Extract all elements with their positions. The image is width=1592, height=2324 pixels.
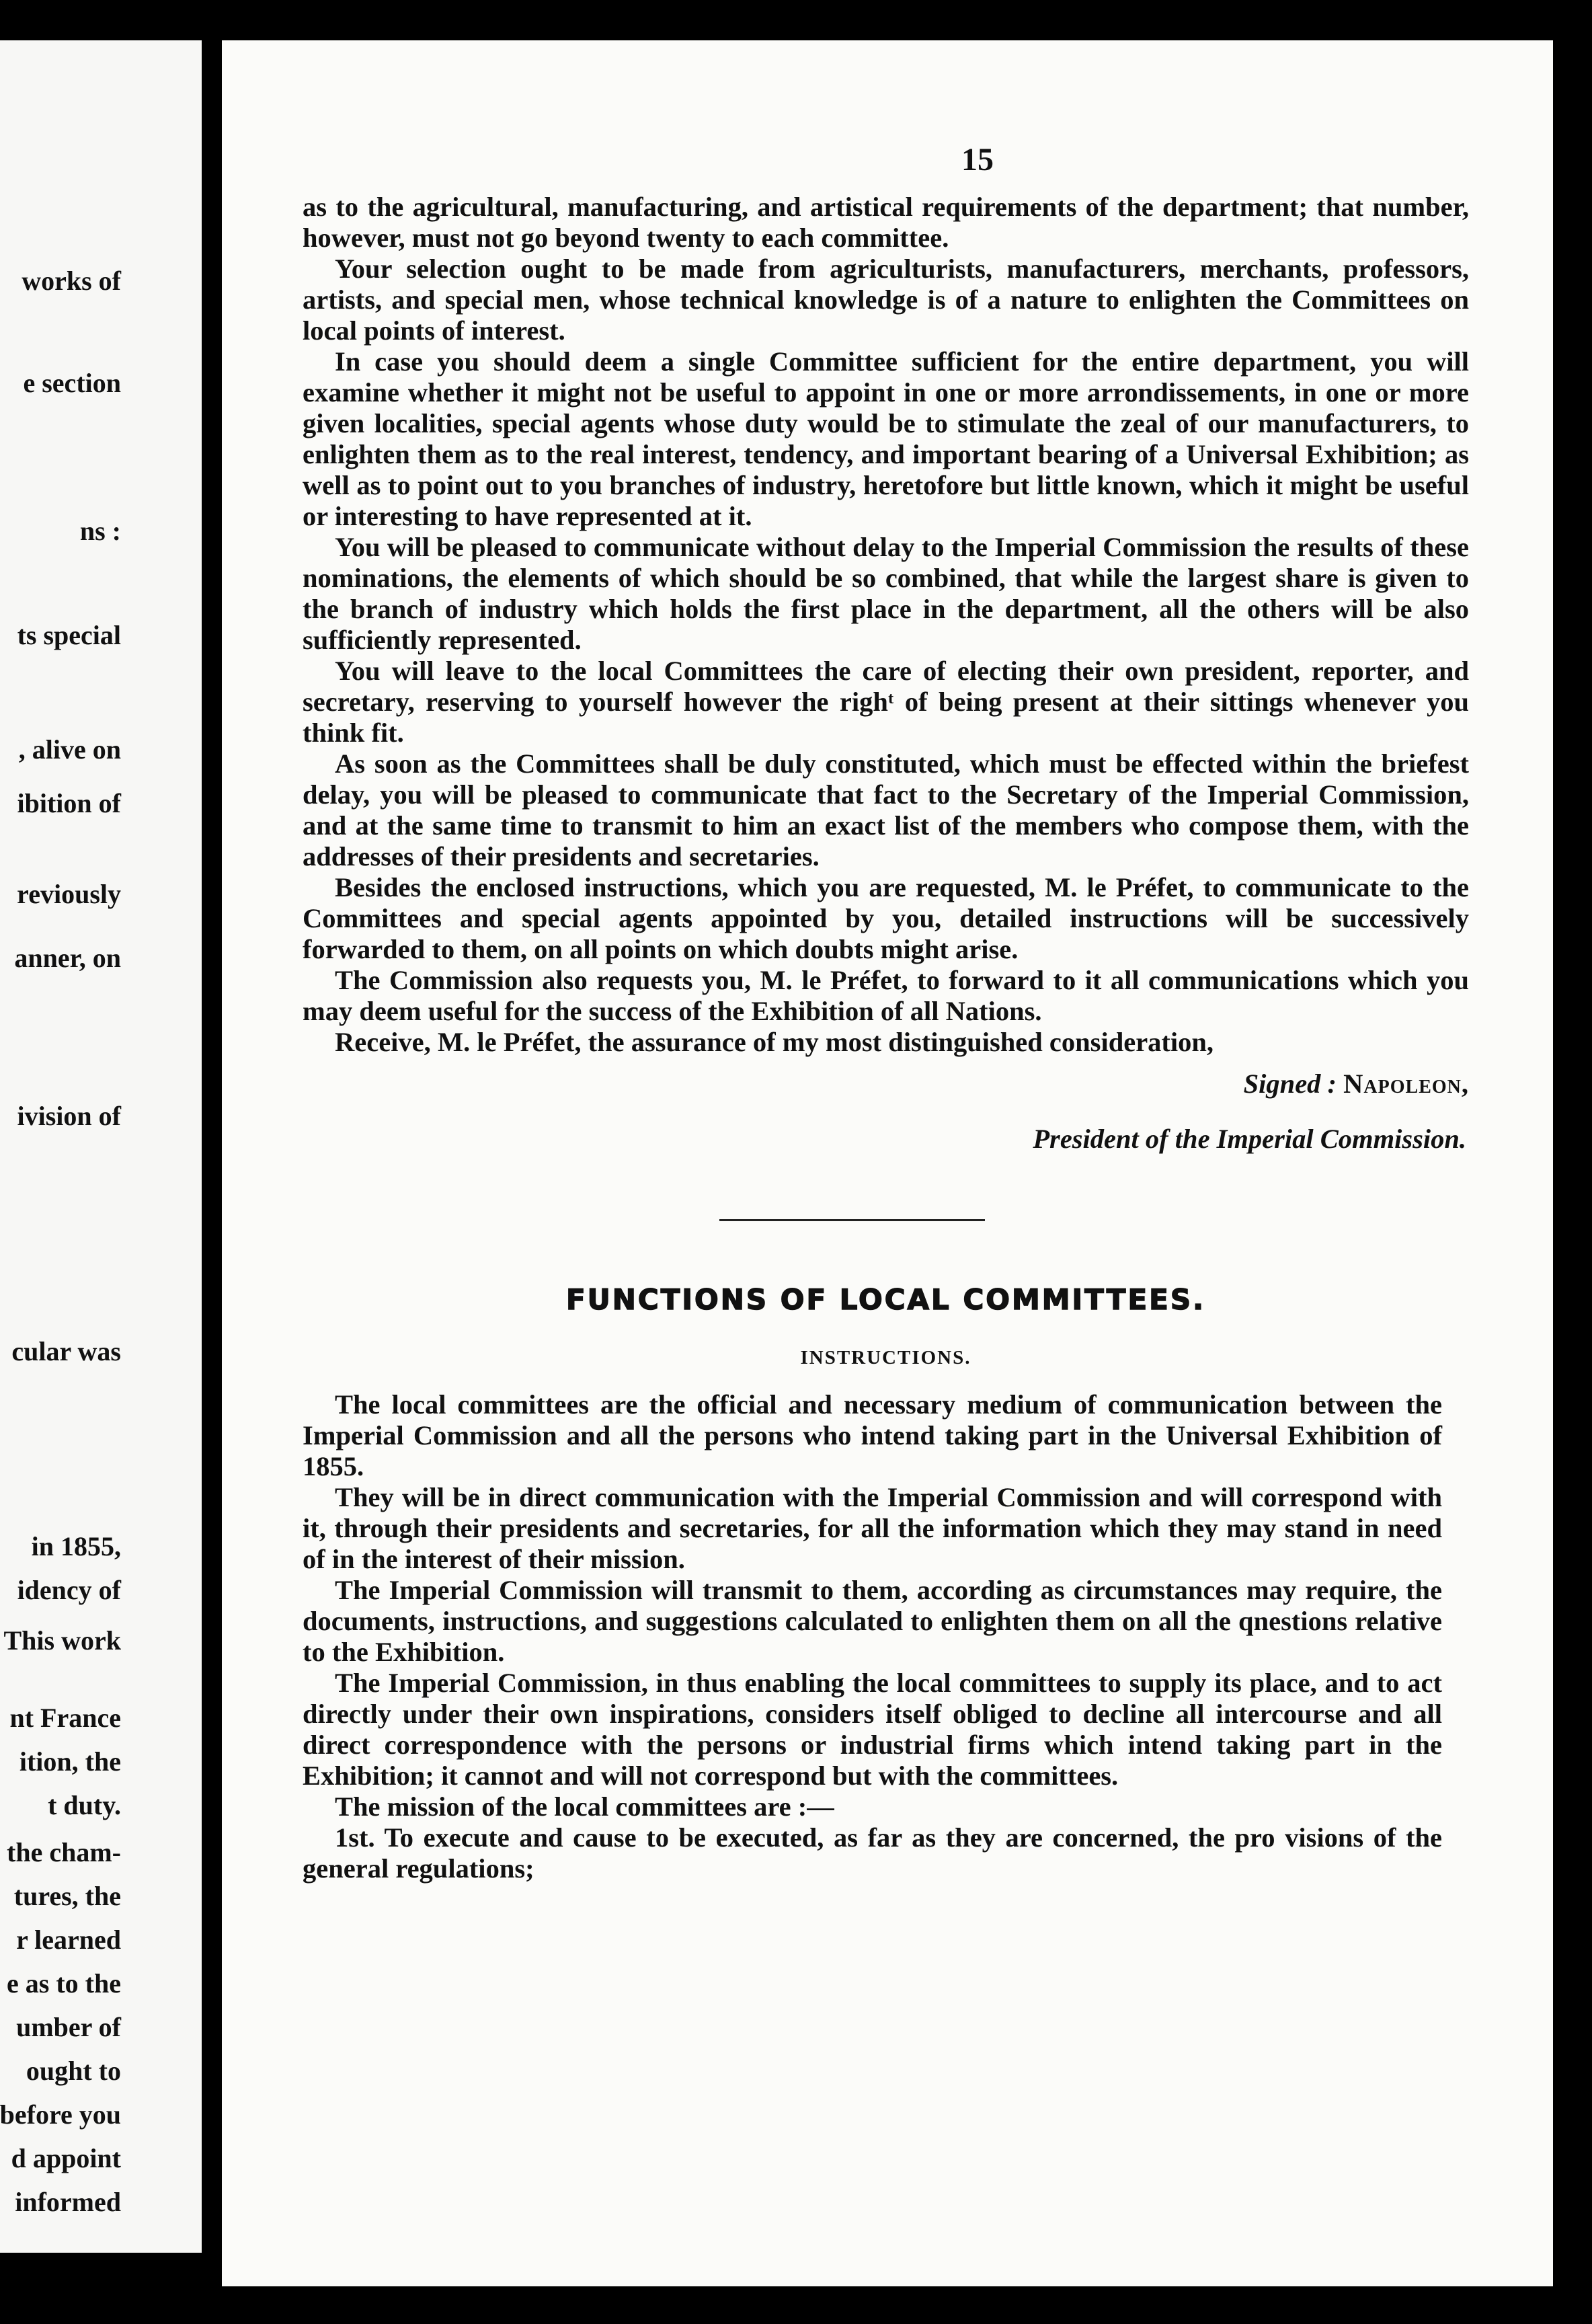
left-page-fragment: , alive on [18,734,121,765]
left-page-fragment: before you [0,2099,121,2130]
left-page-fragment: e as to the [7,1968,121,1999]
paragraph: They will be in direct communication with the Imperial Commission and will correspond with it, through their presidents and secretaries, for all the information which they may stand in need of in the interest of their mission. [303,1482,1442,1574]
paragraph: Besides the enclosed instructions, which you are requested, M. le Préfet, to communicate to the Committees and special agents appointed by you, detailed instructions will be successively forwarded to them, on all points on which doubts might arise. [303,872,1469,964]
left-page-fragment: d appoint [11,2143,121,2173]
left-page-fragment: tures, the [13,1881,121,1911]
left-page-fragment: reviously [17,879,121,909]
signature-line [303,1069,1469,1099]
left-page-fragment: idency of [17,1575,121,1605]
left-page-fragment: t duty. [48,1790,121,1820]
left-page-fragment: works of [22,266,121,296]
paragraph: The local committees are the official and necessary medium of communication between the Imperial Commission and all the persons who intend taking part in the Universal Exhibition of 1855. [303,1389,1442,1481]
paragraph: The Imperial Commission will transmit to them, according as circumstances may require, the documents, instructions, and suggestions calculated to enlighten them on all the qnestions relative to the Exhibition. [303,1575,1442,1667]
page-gutter [202,0,222,2324]
paragraph: Your selection ought to be made from agriculturists, manufacturers, merchants, professors, artists, and special men, whose technical knowledge is of a nature to enlighten the Committees on local points of interest. [303,254,1469,346]
paragraph: As soon as the Committees shall be duly constituted, which must be effected within the briefest delay, you will be pleased to communicate that fact to the Secretary of the Imperial Commission, and at the same time to transmit to him an exact list of the members who compose them, with the addresses of their presidents and secretaries. [303,748,1469,872]
page-body [303,192,1469,1884]
paragraph: as to the agricultural, manufacturing, and artistical requirements of the department; that number, however, must not go beyond twenty to each committee. [303,192,1469,253]
paragraph: You will be pleased to communicate without delay to the Imperial Commission the results of these nominations, the elements of which should be so combined, that while the largest share is given to the branch of industry which holds the first place in the department, all the others will be also sufficiently represented. [303,532,1469,655]
signed-label: Signed : [1243,1069,1337,1099]
paragraph: 1st. To execute and cause to be executed, as far as they are concerned, the pro visions of the general regulations; [303,1822,1442,1884]
left-page-fragment: e section [23,368,121,398]
left-page-fragment: r learned [16,1925,121,1955]
signer-name: Napoleon, [1343,1069,1469,1099]
left-page-fragment: anner, on [14,943,121,973]
paragraph: You will leave to the local Committees the care of electing their own president, reporter, and secretary, reserving to yourself however the righᵗ of being present at their sittings whenever you think fit. [303,656,1469,748]
left-page-fragment: ivision of [17,1101,121,1131]
main-page [222,40,1553,2286]
section-subtitle: INSTRUCTIONS. [800,1347,971,1368]
paragraph: The mission of the local committees are :— [335,1791,834,1822]
page-number: 15 [961,142,994,178]
section-body [303,1389,1469,1884]
closing-paragraph: Receive, M. le Préfet, the assurance of my most distinguished consideration, [335,1027,1214,1057]
left-page-fragment: This work [3,1625,121,1656]
left-page-fragment: ts special [17,620,121,650]
paragraph: The Commission also requests you, M. le Préfet, to forward to it all communications which you may deem useful for the success of the Exhibition of all Nations. [303,965,1469,1026]
left-page-fragment: informed [15,2187,121,2217]
left-page-fragment: the cham- [7,1837,121,1867]
signer-title: President of the Imperial Commission. [1033,1124,1466,1154]
left-page-fragment: ought to [26,2056,121,2086]
left-page-fragment: in 1855, [31,1531,121,1561]
section-divider [719,1219,985,1221]
paragraph: In case you should deem a single Committee sufficient for the entire department, you will examine whether it might not be useful to appoint in one or more arrondissements, in one or more given localities, special agents whose duty would be to stimulate the zeal of our manufacturers, to enlighten them as to the real interest, tendency, and important bearing of a Universal Exhibition; as well as to point out to you branches of industry, heretofore but little known, which it might be useful or interesting to have represented at it. [303,346,1469,531]
left-page-fragment: ns : [79,516,121,546]
left-page [0,40,202,2253]
left-page-fragment: ibition of [17,788,121,818]
left-page-fragment: nt France [9,1703,121,1733]
left-page-fragment: umber of [16,2012,121,2042]
left-page-fragment: ition, the [19,1746,121,1777]
paragraph: The Imperial Commission, in thus enabling the local committees to supply its place, and to act directly under their own inspirations, considers itself obliged to decline all intercourse and all direct correspondence with the persons or industrial firms which intend taking part in the Exhibition; it cannot and will not correspond but with the committees. [303,1668,1442,1791]
left-page-fragment: cular was [11,1336,121,1366]
section-title: FUNCTIONS OF LOCAL COMMITTEES. [565,1283,1206,1316]
